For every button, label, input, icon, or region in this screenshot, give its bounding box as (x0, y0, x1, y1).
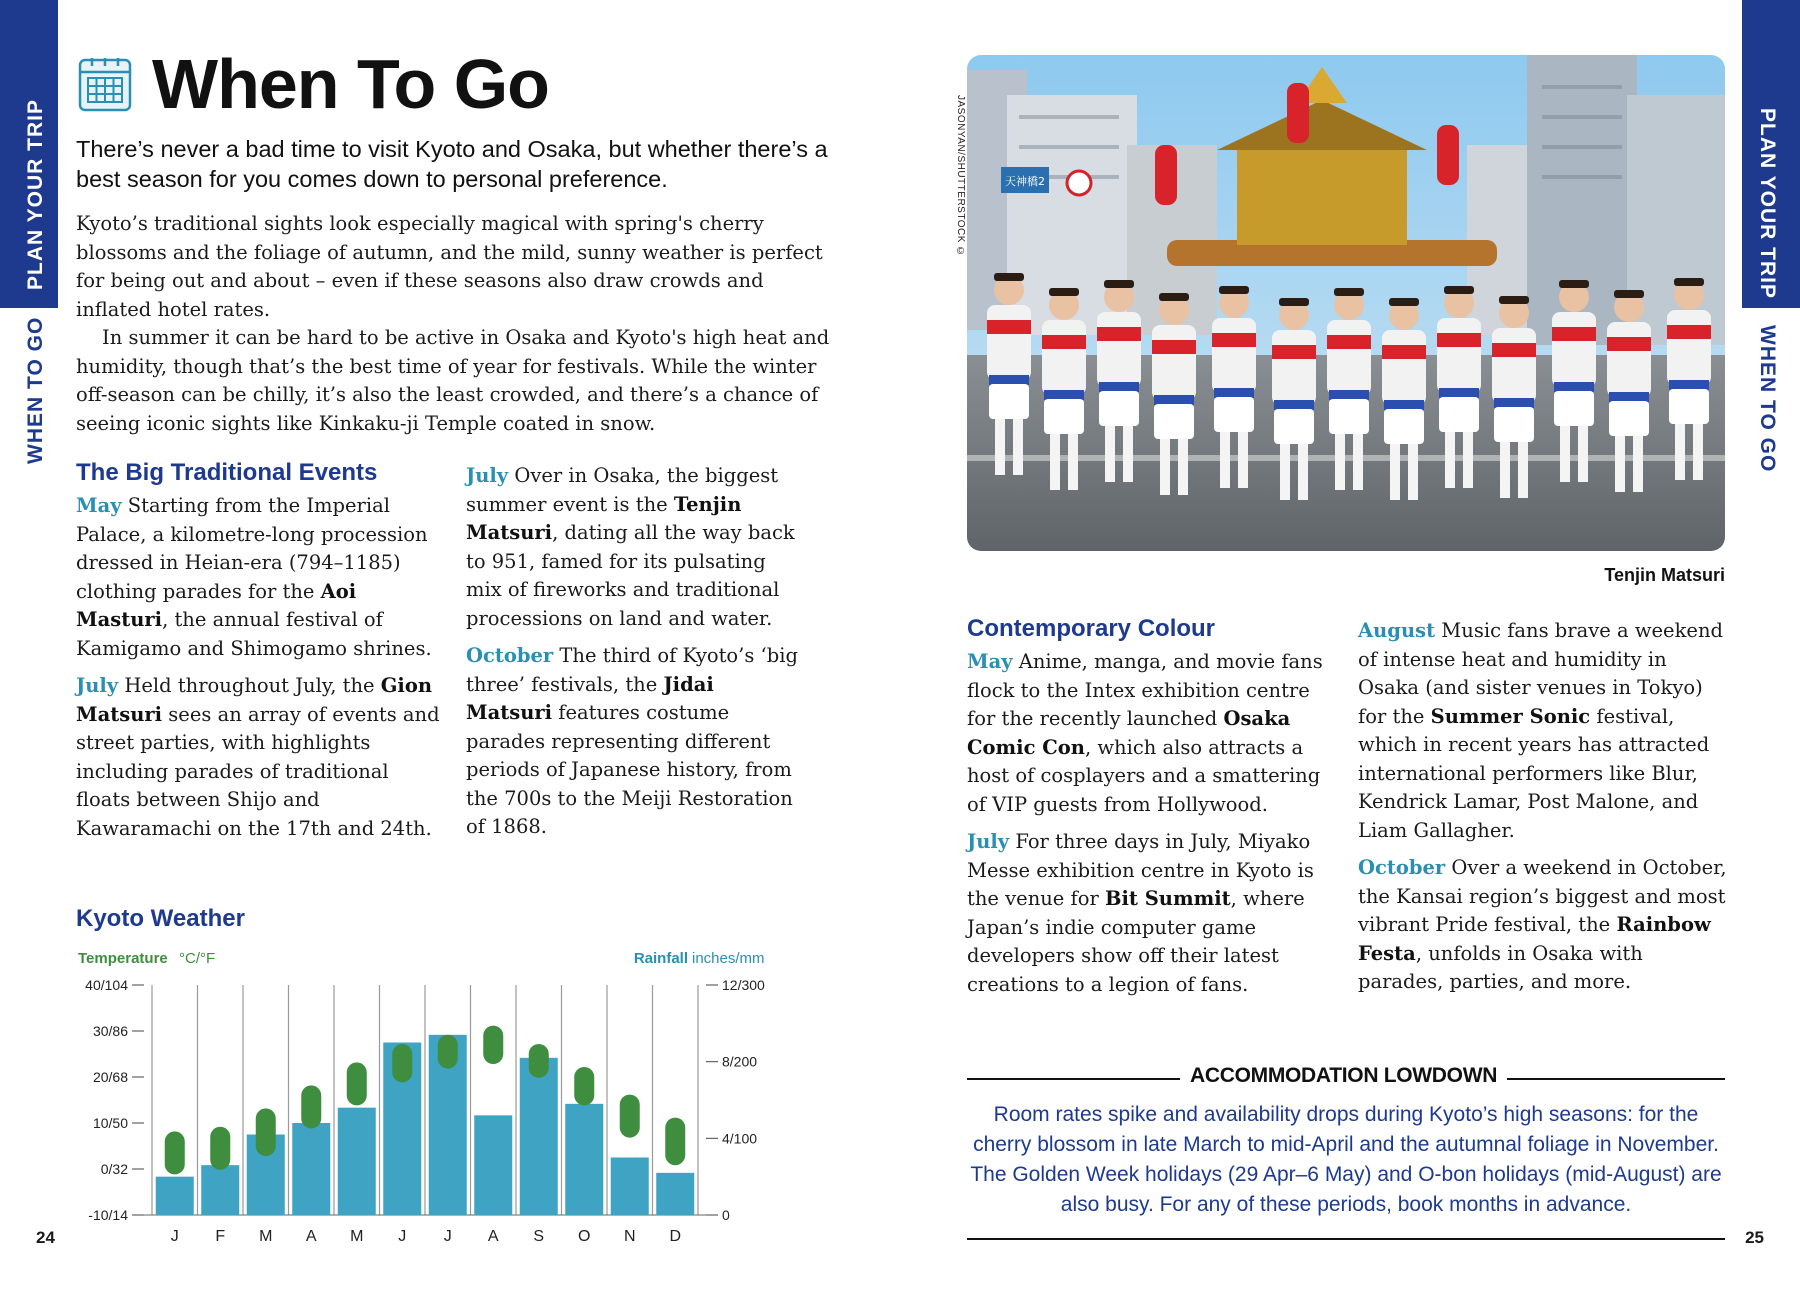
event-name: Gion Matsuri (76, 674, 433, 726)
festival-participant-shape (1494, 398, 1534, 408)
festival-participant-shape (1152, 340, 1196, 354)
rainfall-bar (656, 1173, 694, 1215)
rainfall-unit: inches/mm (692, 950, 765, 967)
photo-street-sign: 天神橋2 (1005, 175, 1045, 188)
photo-caption: Tenjin Matsuri (1604, 565, 1725, 585)
festival-participant-shape (1615, 432, 1625, 492)
festival-participant-shape (1097, 327, 1141, 341)
festival-participant-shape (1159, 293, 1189, 301)
section-heading-contemporary: Contemporary Colour (967, 615, 1216, 642)
temperature-unit: °C/°F (179, 950, 216, 967)
festival-participant-shape (1439, 397, 1479, 432)
accommodation-heading: ACCOMMODATION LOWDOWN (1180, 1064, 1507, 1088)
event-text: Anime, manga, and movie fans flock to the Intex exhibition centre for the recently launched (967, 650, 1323, 730)
month-tick-label: N (623, 1228, 636, 1245)
festival-participant-shape (1272, 330, 1316, 405)
festival-participant-shape (1669, 389, 1709, 424)
event-name: Summer Sonic (1430, 704, 1591, 728)
event-text: , dating all the way back to 951, famed for its pulsating mix of fireworks and traditional processions on land and water. (466, 521, 795, 630)
event-name: Rainbow Festa (1358, 913, 1711, 965)
event-text: Music fans brave a weekend of intense heat and humidity in Osaka (and sister venues in Tokyo) for the (1358, 619, 1723, 728)
festival-participant-shape (1578, 422, 1588, 482)
festival-participant-shape (1329, 390, 1369, 400)
event-text: sees an array of events and street parties, with highlights including parades of traditional floats between Shijo and Kawaramachi on the 17th and 24th. (76, 702, 440, 840)
festival-participant-shape (987, 305, 1031, 380)
rainfall-tick-label: 0 (722, 1207, 730, 1223)
event-month: July (466, 464, 509, 487)
rainfall-bar (292, 1123, 330, 1215)
calendar-icon (78, 58, 132, 112)
event-entry (1358, 854, 1728, 997)
festival-participant-shape (1693, 420, 1703, 480)
rainfall-tick-label: 8/200 (722, 1053, 758, 1070)
festival-participant-shape (1607, 322, 1651, 397)
festival-participant-shape (1353, 430, 1363, 490)
traditional-events-column-1 (76, 458, 448, 852)
festival-participant-shape (1013, 415, 1023, 475)
rainfall-bar (201, 1165, 239, 1215)
festival-participant-shape (1667, 310, 1711, 385)
festival-participant-shape (1384, 400, 1424, 410)
section-label-when-to-go: WHEN TO GO (24, 316, 47, 464)
festival-participant-shape (989, 375, 1029, 385)
festival-participant-shape (1669, 380, 1709, 390)
festival-participant-shape (1238, 428, 1248, 488)
month-tick-label: J (398, 1228, 407, 1245)
event-month: August (1358, 619, 1436, 642)
temperature-tick-label: 10/50 (92, 1115, 128, 1131)
traditional-events-column-2 (466, 462, 806, 851)
festival-participant-shape (1463, 428, 1473, 488)
rainfall-label: Rainfall (633, 950, 688, 967)
contemporary-column-1 (967, 614, 1342, 1008)
festival-participant-shape (989, 384, 1029, 419)
event-month: May (967, 650, 1013, 673)
event-month: July (967, 830, 1010, 853)
month-tick-label: M (259, 1228, 273, 1245)
photo-credit: JASONYAN/SHUTTERSTOCK © (955, 95, 966, 258)
body-paragraph: Kyoto’s traditional sights look especially magical with spring's cherry blossoms and the foliage of autumn, and the mild, sunny weather is perfect for being out and about – even if these seasons also draw crowds and inflated hotel rates. (76, 212, 823, 321)
festival-participant-shape (1099, 391, 1139, 426)
festival-participant-shape (995, 415, 1005, 475)
rainfall-bar (520, 1058, 558, 1215)
festival-participant-shape (1437, 318, 1481, 393)
page-title: When To Go (152, 45, 549, 123)
month-tick-label: D (669, 1228, 682, 1245)
festival-participant-shape (1552, 312, 1596, 387)
event-entry (967, 648, 1342, 819)
festival-participant-shape (1327, 335, 1371, 349)
section-label-when-to-go-right: WHEN TO GO (1756, 325, 1779, 473)
page-number-left: 24 (36, 1228, 55, 1247)
festival-participant-shape (1212, 333, 1256, 347)
festival-participant-shape (1042, 320, 1086, 395)
event-text: , the annual festival of Kamigamo and Shimogamo shrines. (76, 608, 432, 660)
tab-label-plan-your-trip-right: PLAN YOUR TRIP (1756, 108, 1779, 299)
festival-participant-shape (1329, 399, 1369, 434)
event-text: The third of Kyoto’s ‘big three’ festivals, the (466, 644, 798, 696)
festival-participant-shape (1552, 327, 1596, 341)
festival-participant-shape (1607, 337, 1651, 351)
festival-participant-shape (987, 320, 1031, 334)
contemporary-column-2 (1358, 617, 1728, 1006)
festival-participant-shape (1298, 440, 1308, 500)
event-text: Over in Osaka, the biggest summer event is the (466, 464, 779, 516)
festival-participant-shape (1609, 401, 1649, 436)
festival-participant-shape (994, 273, 1024, 281)
festival-participant-shape (1554, 382, 1594, 392)
event-text: , which also attracts a host of cosplayers and a smattering of VIP guests from Hollywood. (967, 735, 1321, 816)
event-entry (76, 492, 448, 663)
festival-participant-shape (1049, 288, 1079, 296)
rainfall-bar (565, 1104, 603, 1215)
event-entry (967, 828, 1342, 999)
event-name: Aoi Masturi (76, 579, 357, 631)
festival-participant-shape (1272, 345, 1316, 359)
temperature-tick-label: 40/104 (85, 977, 128, 993)
festival-participant-shape (1104, 280, 1134, 288)
festival-participant-shape (1212, 318, 1256, 393)
festival-participant-shape (1614, 290, 1644, 298)
festival-participant-shape (1050, 430, 1060, 490)
rainfall-bar (338, 1108, 376, 1215)
rainfall-bar (474, 1115, 512, 1215)
festival-participant-shape (1492, 343, 1536, 357)
temperature-label: Temperature (78, 950, 168, 967)
event-month: May (76, 494, 122, 517)
body-paragraph: In summer it can be hard to be active in Osaka and Kyoto's high heat and humidity, though that’s the best time of year for festivals. While the winter off-season can be chilly, it’s also the least crowded, and there’s a chance of seeing iconic sights like Kinkaku-ji Temple coated in snow. (76, 326, 830, 435)
festival-participant-shape (1675, 420, 1685, 480)
festival-participant-shape (1152, 325, 1196, 400)
festival-participant-shape (1437, 333, 1481, 347)
event-text: , where Japan’s indie computer game developers show off their latest creations to a legion of fans. (967, 887, 1305, 996)
festival-participant-shape (1518, 438, 1528, 498)
event-entry (76, 672, 448, 843)
event-text: Held throughout July, the (118, 674, 381, 697)
temperature-tick-label: 0/32 (100, 1161, 128, 1177)
festival-participant-shape (1408, 440, 1418, 500)
event-name: Tenjin Matsuri (466, 492, 742, 544)
festival-participant-shape (1439, 388, 1479, 398)
tab-label-plan-your-trip: PLAN YOUR TRIP (24, 99, 47, 290)
kyoto-weather-chart (70, 945, 840, 1255)
festival-participant-shape (1219, 286, 1249, 294)
event-text: For three days in July, Miyako Messe exhibition centre in Kyoto is the venue for (967, 830, 1314, 910)
festival-participant-shape (1609, 392, 1649, 402)
event-text: features costume parades representing different periods of Japanese history, from the 700s to the Meiji Restoration of 1868. (466, 701, 793, 838)
festival-participant-shape (1384, 409, 1424, 444)
intro-text: There’s never a bad time to visit Kyoto and Osaka, but whether there’s a best season for you comes down to personal preference. (76, 136, 828, 192)
month-tick-label: A (305, 1228, 317, 1245)
rainfall-bar (611, 1158, 649, 1216)
festival-participant-shape (1123, 422, 1133, 482)
festival-participant-shape (1445, 428, 1455, 488)
festival-participant-shape (1667, 325, 1711, 339)
event-entry (466, 642, 806, 842)
festival-participant-shape (1214, 397, 1254, 432)
temperature-tick-label: 20/68 (92, 1069, 128, 1085)
festival-participant-shape (1274, 409, 1314, 444)
festival-participant-shape (1389, 298, 1419, 306)
festival-participant-shape (1554, 391, 1594, 426)
festival-participant-shape (1042, 335, 1086, 349)
accommodation-text: Room rates spike and availability drops during Kyoto’s high seasons: for the cherry blossom in late March to mid-April and the autumnal foliage in November. The Golden Week holidays (29 Apr–6 May) and O-bon holidays (mid-August) are also busy. For any of these periods, book months in advance. (970, 1103, 1722, 1216)
month-tick-label: J (443, 1228, 452, 1245)
event-name: Jidai Matsuri (466, 672, 714, 724)
section-heading-traditional: The Big Traditional Events (76, 459, 378, 486)
festival-participant-shape (1390, 440, 1400, 500)
festival-participant-shape (1280, 440, 1290, 500)
event-month: July (76, 674, 119, 697)
event-entry (1358, 617, 1728, 845)
month-tick-label: J (170, 1228, 179, 1245)
festival-participant-shape (1560, 422, 1570, 482)
festival-participant-shape (1499, 296, 1529, 304)
festival-participant-shape (1327, 320, 1371, 395)
event-entry (466, 462, 806, 633)
temperature-tick-label: 30/86 (92, 1023, 128, 1039)
festival-participant-shape (1674, 278, 1704, 286)
festival-participant-shape (1178, 435, 1188, 495)
event-name: Bit Summit (1105, 887, 1231, 910)
month-tick-label: S (533, 1228, 545, 1245)
festival-participant-shape (1334, 288, 1364, 296)
weather-heading: Kyoto Weather (76, 905, 245, 932)
festival-participant-shape (1444, 286, 1474, 294)
festival-participant-shape (1099, 382, 1139, 392)
festival-participant-shape (1044, 399, 1084, 434)
event-text: Starting from the Imperial Palace, a kilometre-long procession dressed in Heian-era (794–1185) clothing parades for the (76, 494, 428, 603)
rainfall-tick-label: 12/300 (722, 977, 765, 993)
festival-participant-shape (1279, 298, 1309, 306)
festival-participant-shape (1160, 435, 1170, 495)
festival-participant-shape (1214, 388, 1254, 398)
festival-participant-shape (1068, 430, 1078, 490)
festival-participant-shape (1220, 428, 1230, 488)
festival-participant-shape (1382, 345, 1426, 359)
month-tick-label: F (215, 1228, 226, 1245)
festival-participant-shape (1382, 330, 1426, 405)
month-tick-label: A (487, 1228, 499, 1245)
festival-participant-shape (1274, 400, 1314, 410)
temperature-tick-label: -10/14 (88, 1207, 128, 1223)
event-text: , unfolds in Osaka with parades, parties, and more. (1358, 941, 1643, 993)
festival-participant-shape (1044, 390, 1084, 400)
event-text: Over a weekend in October, the Kansai region’s biggest and most vibrant Pride festival, the (1358, 856, 1727, 936)
month-tick-label: O (578, 1228, 591, 1245)
festival-participant-shape (1494, 407, 1534, 442)
festival-participant-shape (1097, 312, 1141, 387)
event-month: October (1358, 856, 1446, 879)
event-text: festival, which in recent years has attracted international performers like Blur, Kendrick Lamar, Post Malone, and Liam Gallagher. (1358, 704, 1710, 842)
festival-participant-shape (1335, 430, 1345, 490)
month-tick-label: M (350, 1228, 364, 1245)
festival-photo (967, 55, 1725, 551)
event-name: Osaka Comic Con (967, 707, 1291, 759)
festival-participant-shape (1633, 432, 1643, 492)
festival-participant-shape (1154, 395, 1194, 405)
rainfall-bar (156, 1177, 194, 1215)
page-number-right: 25 (1745, 1228, 1764, 1247)
body-text (76, 210, 836, 438)
festival-participant-shape (1154, 404, 1194, 439)
festival-participant-shape (1492, 328, 1536, 403)
divider-bottom (967, 1238, 1725, 1240)
event-month: October (466, 644, 554, 667)
festival-participant-shape (1559, 280, 1589, 288)
festival-participant-shape (1105, 422, 1115, 482)
rainfall-tick-label: 4/100 (722, 1130, 758, 1147)
festival-participant-shape (1500, 438, 1510, 498)
